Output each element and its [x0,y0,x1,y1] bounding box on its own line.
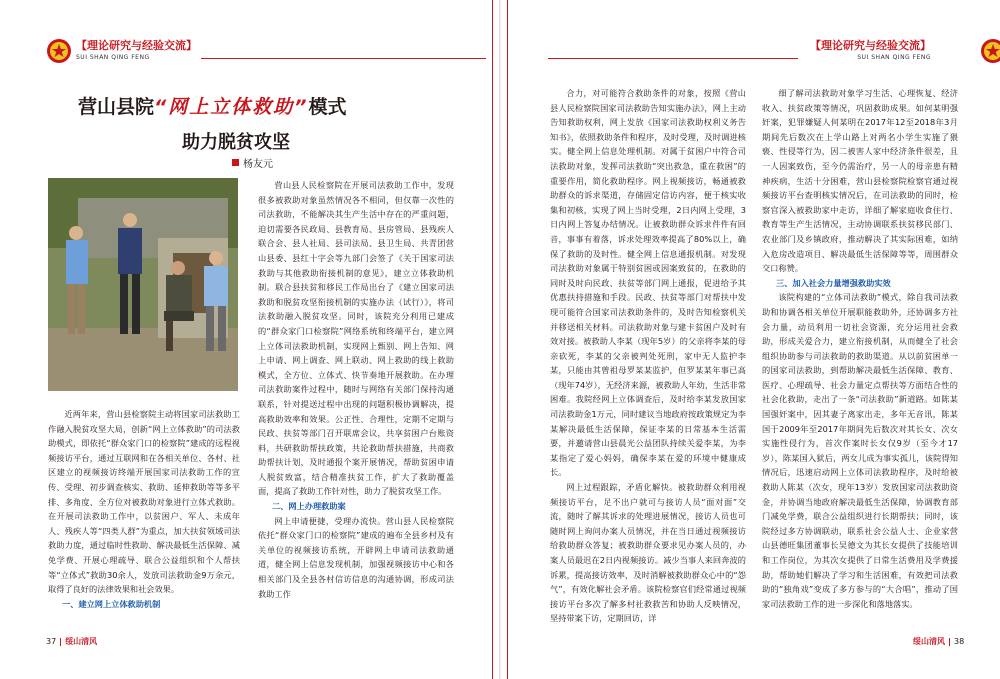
right-column-2 [762,86,958,611]
magazine-name-left: 绥山清风 [65,637,98,646]
header-rule [201,58,486,59]
folio-separator [60,638,61,646]
folio-separator [949,638,950,646]
article-title-suffix: 模式 [308,96,347,118]
section-heading-1: 一、建立网上立体救助机制 [62,598,161,609]
paragraph: 网上过程跟踪，矛盾化解快。被救助群众利用视频接访平台，足不出户就可与接访人员“面对面”交流，随时了解其诉求的处理进展情况，接访人员也可随时网上询问办案人员情况，并在当日通过视频接访给救助群众答复；被救助群众要求见办案人员的，办案人员最迟在2日内视频接访。减少当事人来回奔波的诉累，提高接访效率，及时消解被救助群众心中的“怨气”，有效化解社会矛盾。该院检察官们经常通过视频接访平台多次了解多村社救救苦和协助人反映情况，坚持带案下访，定期回访，详 [550,482,746,624]
right-column-1 [550,86,746,626]
left-column-2 [258,178,454,601]
article-title-highlight: “网上立体救助” [154,96,309,118]
paragraph: 细了解司法救助对象学习生活、心理恢复、经济收入、扶贫政策等情况，巩固救助成果。如何某明强奸案，犯罪嫌疑人何某明在2017年12至2018年3月期间先后数次在上学山路上对两名小学生实施了猥亵、性侵等行为，因二被害人家中经济条件很差，且一人因案致伤，至今仍需治疗，另一人的母亲患有精神疾病，生活十分困难，营山县检察院检察官通过视频接访平台查明核实情况后，在司法救助的同时，检察官深入被救助家中走访，详细了解家庭收食住行、教育等生产生活情况，主动协调联系扶贫移民部门、农业部门及乡镇政府，推动解决了其实际困难，如纳入危房改造项目、解决最低生活保障等等，周围群众交口称赞。 [762,88,958,274]
article-title-prefix: 营山县院 [78,96,155,118]
paragraph: 该院构建的“立体司法救助”模式，除自我司法救助和协调各相关单位开展职能救助外，还协调多方社会力量，动员利用一切社会资源，充分运用社会救助，形成关爱合力，建立衔接机制，从而健全了社会组织协助参与司法救助的救助渠道。从以前贫困单一的国家司法救助，到帮助解决最低生活保障、教育、医疗、心理疏导、社会力量定点帮扶等方面结合性的社会化救助，走出了一条“司法救助”新道路。如陈某国强奸案中，因其妻子离家出走，多年无音讯，陈某国于2009年至2017年期间先后数次对其长女、次女实施性侵行为，首次作案时长女仅9岁（至今才17岁），陈某国入狱后，两女儿成为事实孤儿，该院得知情况后，迅速启动网上立体司法救助程序，及时给被救助人陈某（次女，现年13岁）发放国家司法救助资金，并协调当地政府解决最低生活保障，协调教育部门减免学费，联合公益组织进行长期帮扶；同时，该院经过多方协调联动，联系社会公益人士、企业家营山县德旺集团董事长吴德文为其长女提供了技能培训和工作岗位，为其次女提供了日常生活费用及学费援助，帮助她们解决了学习和生活困难，有效把司法救助的“独角戏”变成了多方参与的“大合唱”，推动了国家司法救助工作的进一步深化和落地落实。 [762,292,958,609]
section-tag: 【理论研究与经验交流】 [76,39,197,52]
header-rule [548,58,798,59]
right-page [500,0,1000,679]
procuratorate-emblem-icon [46,38,72,64]
paragraph: 营山县人民检察院在开展司法救助工作中，发现很多被救助对象虽然情况各不相同，但仅靠一次性的司法救助，不能解决其生产生活中存在的严重问题，迫切需要各民政局、县教育局、县房管局、县残疾人联合会、县人社局、县司法局、县卫生局、共青团营山县委、县红十字会等九部门会签了《关于国家司法救助与其他救助衔接机制的意见》，建立立体救助机制。联合县扶贫和移民工作局出台了《建立国家司法救助和脱贫攻坚衔接机制的实施办法（试行）》，将司法救助融入脱贫攻坚。同时，该院充分利用已建成的“群众家门口检察院”网络系统和终端平台，建立网上立体司法救助机制，实现网上甄别、网上告知、网上申请、网上调查、网上联动、网上救助的线上救助模式，全方位、立体式、快节奏地开展救助。在办理司法救助案件过程中，随时与网络有关部门保持沟通联系，针对提送过程中出现的问题积极协调解决，提高救助效率和效果。公正性、合理性，定期不定期与民政、扶贫等部门召开联席会议，共享贫困户台账资料，共研救助帮扶政策，共论救助帮扶措施，共商救助帮扶计划，及时通报个案开展情况，帮助贫困申请人脱贫致富，结合精准扶贫工作，扩大了救助覆盖面，提高了救助工作针对性，助力了脱贫攻坚工作。 [258,180,454,497]
left-page-header [46,38,197,68]
magazine-name-right: 绥山清风 [913,637,945,646]
magazine-pinyin: SUI SHAN QING FENG [76,54,150,61]
author-line [232,155,273,170]
article-photo [48,178,238,391]
paragraph: 近两年来，营山县检察院主动将国家司法救助工作融入脱贫攻坚大局，创新“网上立体救助”的司法救助模式，即依托“群众家门口的检察院”建成的远程视频接访平台，通过互联网和在各相关单位、各村、社区建立的视频接访终端开展国家司法救助工作的宣传、受理、初步调查核实、救助、延伸救助等等多平排、多角度、全方位对被救助对象进行立体式救助。在开展司法救助工作中，以贫困户、军人、未成年人、残疾人等“四类人群”为重点，加大扶贫领域司法救助力度，通过临时性救助、解决最低生活保障、减免学费、开展心理疏导、联合公益组织和个人帮扶等“立体式”救助30余人，发放司法救助金9万余元，取得了良好的法律效果和社会效果。 [48,409,240,595]
left-folio [46,636,97,647]
magazine-pinyin: SUI SHAN QING FENG [857,54,931,61]
paragraph: 合力，对可能符合救助条件的对象，按照《营山县人民检察院国家司法救助告知实施办法》，网上主动告知救助权利，网上发放《国家司法救助权利义务告知书》，依照救助条件和程序，及时受理，及时调进核实。健全网上信息处理机制。对属于贫困户中符合司法救助对象，发挥司法救助“突出救急，重在救困”的重要作用，简化救助程序。网上视频接访，畅通被救助群众的诉求渠道，存储固定信访内容，便于核实收集和初核，实现了网上当时受理，2日内网上受理，3日内网上答复办结情况。让被救助群众诉求件件有回音，事事有着落，诉求处理效率提高了80%以上，确保了救助的及时性。健全网上信息通报机制。对发现司法救助对象属于特别贫困或因案致贫的，在救助的同时及时向民政、扶贫等部门网上通报，促进给予其优惠扶持措施和手段。民政、扶贫等部门对帮扶中发现可能符合国家司法救助条件的，及时告知检察机关并移送相关材料。司法救助对象与建卡贫困户及时有效对接。被救助人李某（现年5岁）的父亲将李某的母亲砍死，李某的父亲被判处死刑，家中无人监护李某，只能由其曾祖母罗某某监护，但罗某某年事已高（现年74岁），无经济来源，被救助人年幼，生活非常困难。我院经网上立体调查后，及时给李某发放国家司法救助金1万元，同时建议当地政府按政策规定为李某解决最低生活保障，保证李某的日常基本生活需要，并邀请营山县晨光公益团队持续关爱李某，为李某指定了爱心妈妈，确保李某在爱的环境中健康成长。 [550,88,746,478]
spine-rule-left [492,0,493,679]
section-heading-2: 二、网上办理救助案 [272,501,346,512]
right-page-header [548,38,958,68]
author-name: 杨友元 [243,159,273,170]
right-folio [913,636,964,647]
left-column-1 [48,407,240,611]
paragraph: 网上申请便捷，受理办流快。营山县人民检察院依托“群众家门口的检察院”建成的遍布全县乡村及有关单位的视频接访系统，开辟网上申请司法救助通道，健全网上信息发现机制，加强视频接访中心和各相关部门及全县各村信访信息的沟通协调，形成司法救助工作 [258,515,454,599]
section-tag: 【理论研究与经验交流】 [810,39,931,52]
page-number-right: 38 [954,637,965,646]
photo-officials-visiting-elder [48,178,238,391]
article-title [78,92,347,119]
procuratorate-emblem-icon [980,38,1000,64]
article-subtitle: 助力脱贫攻坚 [182,132,290,153]
section-heading-3: 三、加入社会力量增强救助实效 [776,277,891,288]
page-number-left: 37 [46,637,57,646]
author-marker-icon [232,159,239,166]
